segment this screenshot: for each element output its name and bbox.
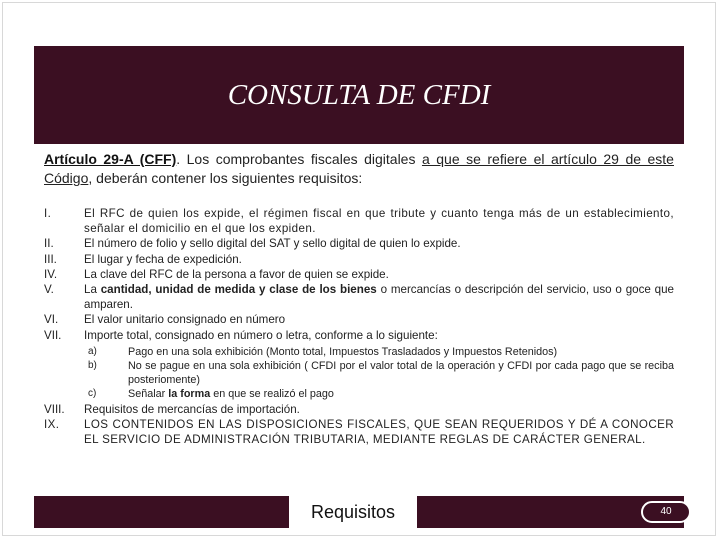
article-29-reference: a que se refiere el artículo 29 de este Código <box>44 151 674 186</box>
intro-text-end: , deberán contener los siguientes requisitos: <box>88 170 363 186</box>
list-item <box>44 236 674 251</box>
item-number: VII. <box>44 328 62 342</box>
sub-item-text: Pago en una sola exhibición (Monto total, Impuestos Trasladados y Impuestos Retenidos) <box>128 345 558 358</box>
item-text: Importe total, consignado en número o letra, conforme a lo siguiente: <box>84 328 438 342</box>
sub-item-text-start: Señalar <box>128 388 169 401</box>
intro-paragraph <box>44 150 674 188</box>
item-number: IX. <box>44 417 60 431</box>
item-number: V. <box>44 283 54 297</box>
list-item <box>44 252 674 267</box>
footer-bar <box>34 496 684 528</box>
item-text: LOS CONTENIDOS EN LAS DISPOSICIONES FISCALES, QUE SEAN REQUERIDOS Y DÉ A CONOCER EL SERVICIO DE ADMINISTRACIÓN TRIBUTARIA, MEDIANTE REGLAS DE CARÁCTER GENERAL. <box>84 417 674 447</box>
sub-list-item <box>44 359 674 387</box>
list-item <box>44 402 674 417</box>
item-number: III. <box>44 252 57 266</box>
item-text-start: La <box>84 283 101 297</box>
sub-list-item <box>44 345 674 359</box>
article-reference: Artículo 29-A (CFF) <box>44 151 177 167</box>
item-number: VI. <box>44 313 59 327</box>
item-text: Requisitos de mercancías de importación. <box>84 402 300 416</box>
item-number: II. <box>44 237 54 251</box>
list-item <box>44 267 674 282</box>
requirements-list <box>44 206 674 447</box>
item-number: VIII. <box>44 402 65 416</box>
item-text-bold: cantidad, unidad de medida y clase de los bienes <box>100 283 377 297</box>
title-banner <box>34 46 684 144</box>
sub-item-letter: a) <box>88 345 97 357</box>
item-text: El lugar y fecha de expedición. <box>84 252 242 266</box>
item-text: El RFC de quien los expide, el régimen fiscal en que tribute y cuanto tenga más de un establecimiento, señalar el domicilio en el que los expiden. <box>84 207 674 236</box>
slide-title: CONSULTA DE CFDI <box>227 79 491 111</box>
sub-item-letter: c) <box>88 388 97 400</box>
list-item <box>44 328 674 343</box>
item-text: El valor unitario consignado en número <box>84 313 286 327</box>
item-text-end: o mercancías o descripción del servicio, uso o goce que amparen. <box>84 283 674 312</box>
intro-text-start: . Los comprobantes fiscales digitales <box>176 151 422 167</box>
list-item <box>44 282 674 312</box>
sub-item-text-end: en que se realizó el pago <box>210 388 334 401</box>
sub-item-text: No se pague en una sola exhibición ( CFDI por el valor total de la operación y CFDI por cada pago que se reciba posteriomente) <box>128 360 674 387</box>
list-item <box>44 206 674 236</box>
item-text: La clave del RFC de la persona a favor de quien se expide. <box>84 267 389 281</box>
list-item <box>44 312 674 327</box>
list-item <box>44 417 674 447</box>
item-number: I. <box>44 207 52 220</box>
sub-list-item <box>44 387 674 401</box>
footer-label: Requisitos <box>289 496 417 528</box>
sub-item-text-bold: la forma <box>168 388 211 401</box>
sub-item-letter: b) <box>88 360 97 372</box>
item-text: El número de folio y sello digital del SAT y sello digital de quien lo expide. <box>84 237 461 251</box>
item-number: IV. <box>44 267 58 281</box>
page-number-badge: 40 <box>641 501 691 523</box>
